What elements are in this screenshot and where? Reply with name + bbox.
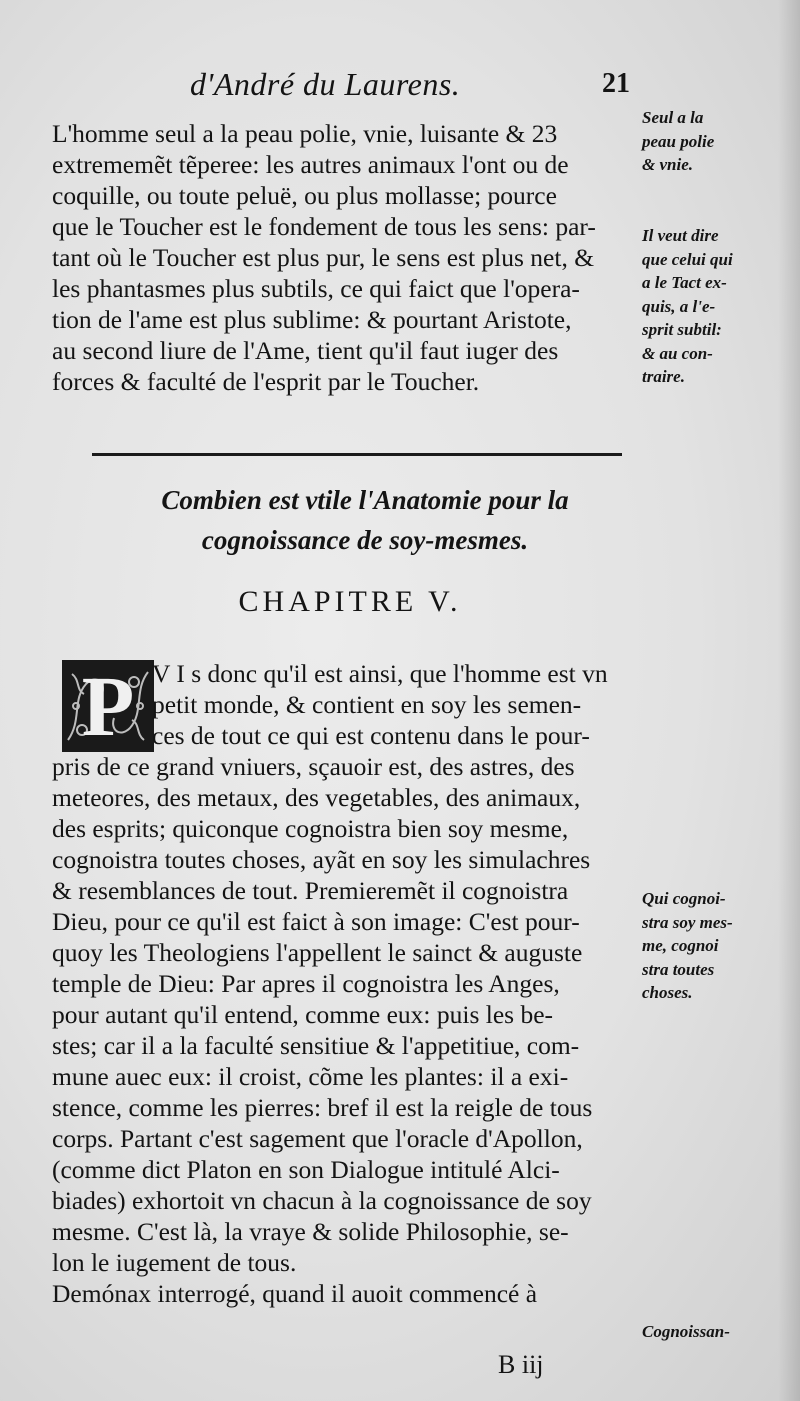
text-line: des esprits; quiconque cognoistra bien soy mesme,: [52, 814, 569, 843]
section-title-line: cognoissance de soy-mesmes.: [201, 525, 529, 555]
margin-note-line: stra toutes: [642, 959, 715, 979]
section-divider-rule: [92, 453, 622, 456]
chapter-heading: CHAPITRE V.: [238, 585, 462, 618]
text-line: tant où le Toucher est plus pur, le sens est plus net, &: [52, 243, 595, 272]
margin-note-cognoistra: [642, 887, 792, 1005]
section-title: [130, 480, 600, 560]
text-line: biades) exhortoit vn chacun à la cognoissance de soy: [52, 1186, 592, 1215]
section-title-line: Combien est vtile l'Anatomie pour la: [161, 485, 569, 515]
running-head: d'André du Laurens.: [190, 66, 461, 102]
main-paragraph: [52, 658, 642, 1309]
margin-note-line: Il veut dire: [642, 226, 719, 245]
margin-note-line: choses.: [642, 983, 693, 1002]
text-line: V I s donc qu'il est ainsi, que l'homme est vn: [152, 659, 608, 688]
margin-note-line: traire.: [642, 367, 685, 386]
text-line: temple de Dieu: Par apres il cognoistra les Anges,: [52, 969, 560, 998]
margin-note-line: Qui cognoi-: [642, 889, 726, 908]
text-line: mesme. C'est là, la vraye & solide Philosophie, se-: [52, 1217, 569, 1246]
margin-note-line: stra soy mes-: [642, 912, 733, 932]
margin-note-line: quis, a l'e-: [642, 296, 716, 316]
drop-cap-letter: P: [81, 660, 135, 752]
top-paragraph: [52, 118, 642, 397]
text-line: L'homme seul a la peau polie, vnie, luisante & 23: [52, 119, 558, 148]
margin-note-line: & au con-: [642, 343, 713, 363]
text-line: coquille, ou toute peluë, ou plus mollasse; pource: [52, 181, 557, 210]
signature-mark: B iij: [498, 1350, 544, 1379]
text-line: quoy les Theologiens l'appellent le sainct & auguste: [52, 938, 583, 967]
text-line: stence, comme les pierres: bref il est la reigle de tous: [52, 1093, 593, 1122]
margin-note-line: Cognoissan-: [642, 1322, 730, 1341]
text-line: & resemblances de tout. Premieremẽt il cognoistra: [52, 876, 569, 905]
page-number: 21: [602, 68, 630, 99]
margin-note-line: sprit subtil:: [642, 320, 722, 339]
text-line: (comme dict Platon en son Dialogue intitulé Alci-: [52, 1155, 560, 1184]
text-line: petit monde, & contient en soy les semen-: [152, 690, 582, 719]
text-line: stes; car il a la faculté sensitiue & l'appetitiue, com-: [52, 1031, 580, 1060]
text-line: au second liure de l'Ame, tient qu'il faut iuger des: [52, 336, 559, 365]
margin-note-peau: [642, 106, 792, 177]
margin-note-line: & vnie.: [642, 155, 693, 174]
text-line: les phantasmes plus subtils, ce qui faict que l'opera-: [52, 274, 580, 303]
margin-note-line: peau polie: [642, 131, 715, 151]
margin-note-line: que celui qui: [642, 249, 733, 269]
text-line: que le Toucher est le fondement de tous les sens: par-: [52, 212, 596, 241]
text-line: ces de tout ce qui est contenu dans le pour-: [152, 721, 590, 750]
text-line: cognoistra toutes choses, ayãt en soy les simulachres: [52, 845, 591, 874]
margin-note-tact: [642, 224, 792, 389]
text-line: pour autant qu'il entend, comme eux: puis les be-: [52, 1000, 554, 1029]
text-line: extrememẽt tẽperee: les autres animaux l'ont ou de: [52, 150, 569, 179]
margin-note-line: Seul a la: [642, 108, 704, 127]
page-edge-shadow: [778, 0, 800, 1401]
margin-note-cognoissance: [642, 1320, 792, 1344]
text-line: meteores, des metaux, des vegetables, des animaux,: [52, 783, 581, 812]
text-line: lon le iugement de tous.: [52, 1248, 297, 1277]
margin-note-line: a le Tact ex-: [642, 273, 727, 292]
text-line: Demónax interrogé, quand il auoit commencé à: [52, 1279, 538, 1308]
text-line: forces & faculté de l'esprit par le Toucher.: [52, 367, 480, 396]
margin-note-line: me, cognoi: [642, 936, 719, 955]
text-line: mune auec eux: il croist, cõme les plantes: il a exi-: [52, 1062, 569, 1091]
text-line: tion de l'ame est plus sublime: & pourtant Aristote,: [52, 305, 572, 334]
text-line: Dieu, pour ce qu'il est faict à son image: C'est pour-: [52, 907, 580, 936]
text-line: corps. Partant c'est sagement que l'oracle d'Apollon,: [52, 1124, 583, 1153]
text-line: pris de ce grand vniuers, sçauoir est, des astres, des: [52, 752, 575, 781]
page-header: [190, 66, 630, 110]
